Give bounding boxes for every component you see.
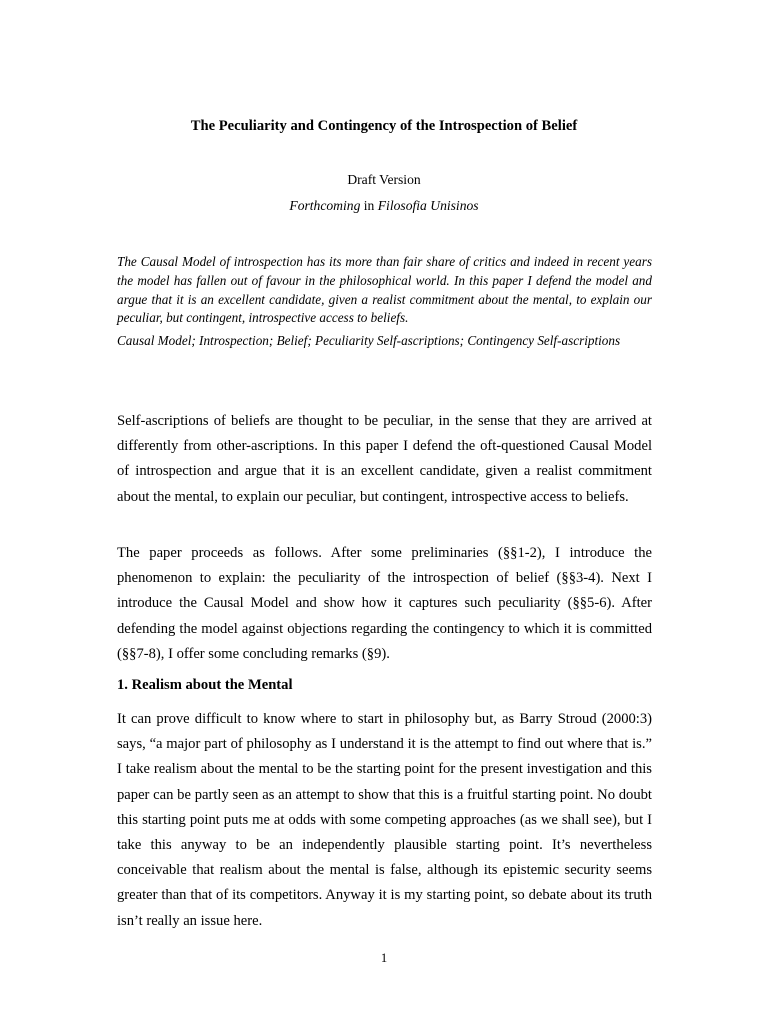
keywords: Causal Model; Introspection; Belief; Peculiarity Self-ascriptions; Contingency Self-ascriptions	[117, 333, 621, 348]
forthcoming-in: in	[363, 198, 375, 213]
intro-paragraph-2: The paper proceeds as follows. After some preliminaries (§§1-2), I introduce the phenomenon to explain: the peculiarity of the introspection of belief (§§3-4). Next I introduce the Causal Model and show how it captures such peculiarity (§§5-6). After defending the model against objections regarding the contingency to which it is committed (§§7-8), I offer some concluding remarks (§9).	[117, 545, 652, 662]
draft-version-label: Draft Version	[347, 172, 421, 187]
abstract: The Causal Model of introspection has its more than fair share of critics and indeed in recent years the model has fallen out of favour in the philosophical world. In this paper I defend the model and argue that it is an excellent candidate, given a realist commitment about the mental, to explain our peculiar, but contingent, introspective access to beliefs.	[117, 254, 652, 326]
paper-title: The Peculiarity and Contingency of the Introspection of Belief	[190, 118, 578, 134]
forthcoming-line	[0, 198, 768, 214]
section-1-paragraph: It can prove difficult to know where to start in philosophy but, as Barry Stroud (2000:3) says, “a major part of philosophy as I understand it is the attempt to find out where that is.” I take realism about the mental to be the starting point for the present investigation and this paper can be partly seen as an attempt to show that this is a fruitful starting point. No doubt this starting point puts me at odds with some competing approaches (as we shall see), but I take this anyway to be an independently plausible starting point. It’s nevertheless conceivable that realism about the mental is false, although its epistemic security seems greater than that of its competitors. Anyway it is my starting point, so debate about its truth isn’t really an issue here.	[117, 711, 652, 929]
forthcoming-prefix: Forthcoming	[289, 198, 364, 213]
intro-paragraph-1: Self-ascriptions of beliefs are thought to be peculiar, in the sense that they are arrived at differently from other-ascriptions. In this paper I defend the oft-questioned Causal Model of introspection and argue that it is an excellent candidate, given a realist commitment about the mental, to explain our peculiar, but contingent, introspective access to beliefs.	[117, 413, 652, 505]
journal-name: Filosofia Unisinos	[374, 198, 479, 213]
page-number: 1	[380, 951, 388, 965]
section-heading: 1. Realism about the Mental	[117, 677, 293, 693]
